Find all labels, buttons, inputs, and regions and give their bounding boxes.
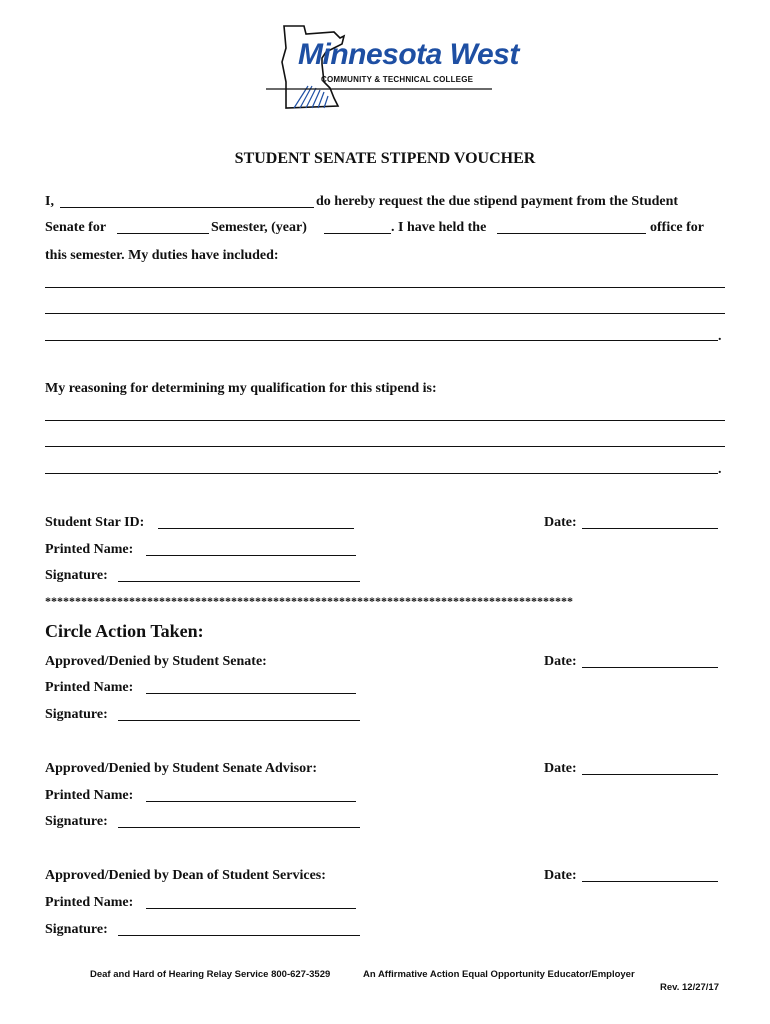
intro-line1-text: do hereby request the due stipend payment from the Student — [316, 194, 679, 209]
approval-dean-signature-label: Signature: — [45, 922, 108, 937]
intro-i-label: I, — [45, 194, 54, 209]
footer-relay-service: Deaf and Hard of Hearing Relay Service 800-627-3529 — [90, 969, 331, 980]
semester-blank[interactable] — [117, 233, 209, 234]
approval-dean-printed-name-label: Printed Name: — [45, 895, 134, 910]
approval-senate-date-blank[interactable] — [582, 667, 718, 668]
intro-office-for: office for — [650, 220, 705, 235]
footer-revision: Rev. 12/27/17 — [660, 982, 719, 993]
intro-semester-year: Semester, (year) — [211, 220, 307, 235]
star-id-blank[interactable] — [158, 528, 354, 529]
approval-senate-signature-label: Signature: — [45, 707, 108, 722]
reasoning-line[interactable] — [45, 420, 725, 421]
approval-dean-date-blank[interactable] — [582, 881, 718, 882]
year-blank[interactable] — [324, 233, 391, 234]
intro-senate-for: Senate for — [45, 220, 107, 235]
reasoning-period: . — [718, 462, 722, 477]
student-date-label: Date: — [544, 515, 577, 530]
college-logo — [264, 22, 519, 114]
approval-advisor-signature-blank[interactable] — [118, 827, 360, 828]
student-signature-blank[interactable] — [118, 581, 360, 582]
duties-label: this semester. My duties have included: — [45, 248, 279, 263]
approval-dean-printed-name-blank[interactable] — [146, 908, 356, 909]
approval-senate-label: Approved/Denied by Student Senate: — [45, 654, 267, 669]
student-printed-name-blank[interactable] — [146, 555, 356, 556]
reasoning-label: My reasoning for determining my qualification for this stipend is: — [45, 381, 437, 396]
name-blank[interactable] — [60, 207, 314, 208]
page-title: STUDENT SENATE STIPEND VOUCHER — [234, 150, 536, 167]
approval-dean-label: Approved/Denied by Dean of Student Services: — [45, 868, 326, 883]
duties-line[interactable] — [45, 313, 725, 314]
approval-senate-date-label: Date: — [544, 654, 577, 669]
approval-senate-printed-name-blank[interactable] — [146, 693, 356, 694]
star-separator: **************************************************************************************** — [45, 594, 573, 608]
circle-action-heading: Circle Action Taken: — [45, 621, 204, 641]
approval-advisor-printed-name-blank[interactable] — [146, 801, 356, 802]
reasoning-line[interactable] — [45, 473, 718, 474]
logo-wordmark: Minnesota West — [298, 38, 519, 71]
student-date-blank[interactable] — [582, 528, 718, 529]
approval-advisor-date-label: Date: — [544, 761, 577, 776]
intro-held-the: . I have held the — [391, 220, 487, 235]
reasoning-line[interactable] — [45, 446, 725, 447]
approval-dean-date-label: Date: — [544, 868, 577, 883]
duties-line[interactable] — [45, 287, 725, 288]
approval-advisor-printed-name-label: Printed Name: — [45, 788, 134, 803]
logo-subtitle: COMMUNITY & TECHNICAL COLLEGE — [321, 75, 474, 84]
approval-dean-signature-blank[interactable] — [118, 935, 360, 936]
approval-senate-signature-blank[interactable] — [118, 720, 360, 721]
office-blank[interactable] — [497, 233, 646, 234]
duties-line[interactable] — [45, 340, 718, 341]
footer-eeo-statement: An Affirmative Action Equal Opportunity Educator/Employer — [363, 969, 635, 980]
approval-advisor-signature-label: Signature: — [45, 814, 108, 829]
approval-senate-printed-name-label: Printed Name: — [45, 680, 134, 695]
star-id-label: Student Star ID: — [45, 515, 145, 530]
student-signature-label: Signature: — [45, 568, 108, 583]
approval-advisor-label: Approved/Denied by Student Senate Advisor: — [45, 761, 318, 776]
student-printed-name-label: Printed Name: — [45, 542, 134, 557]
approval-advisor-date-blank[interactable] — [582, 774, 718, 775]
duties-period: . — [718, 329, 722, 344]
